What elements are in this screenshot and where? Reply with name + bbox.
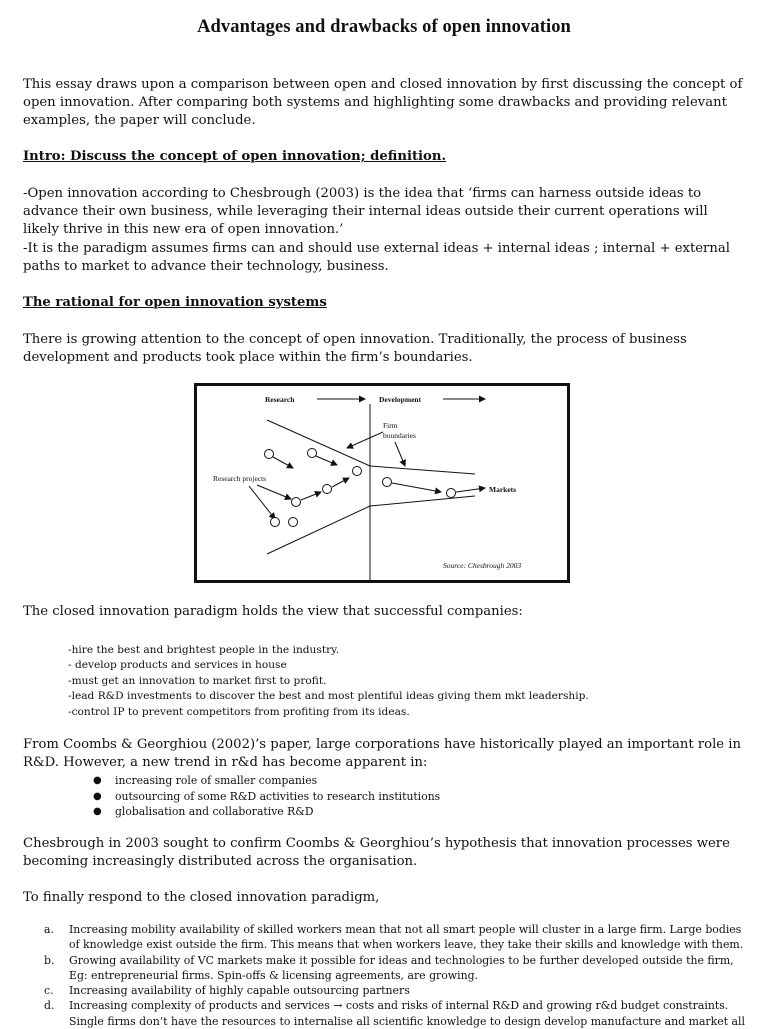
closed-paradigm-paragraph: The closed innovation paradigm holds the view that successful companies: (23, 604, 523, 619)
flow-arrow (392, 483, 441, 492)
bullet-icon: ● (93, 775, 102, 786)
chesbrough-paragraph: Chesbrough in 2003 sought to confirm Coombs & Georghiou’s hypothesis that innovation processes were becoming increasingly distributed across the organisation. (23, 836, 730, 870)
list-item: -lead R&D investments to discover the best and most plentiful ideas giving them mkt leadership. (68, 690, 589, 703)
closed-paradigm-list (68, 643, 728, 720)
development-label: Development (379, 395, 422, 404)
paradigm-paragraph: -It is the paradigm assumes firms can and should use external ideas + internal ideas ; internal + external paths to market to advance their technology, business. (23, 241, 730, 275)
boundaries-label: boundaries (383, 431, 416, 440)
list-item: -control IP to prevent competitors from profiting from its ideas. (68, 705, 410, 718)
list-item: b. Growing availability of VC markets make it possible for ideas and technologies to be further developed outside the firm, Eg: entrepreneurial firms. Spin-offs & licensing agreements, are growing. (44, 953, 734, 982)
research-projects-label: Research projects (213, 474, 267, 483)
list-item: - develop products and services in house (68, 659, 287, 672)
project-circle (323, 485, 332, 494)
list-item: ● increasing role of smaller companies (93, 774, 318, 787)
list-item: -must get an innovation to market first to profit. (68, 674, 327, 687)
figure-source: Source: Chesbrough 2003 (443, 561, 522, 570)
respond-paragraph: To finally respond to the closed innovation paradigm, (23, 890, 380, 905)
project-circle (383, 478, 392, 487)
coombs-paragraph: From Coombs & Georghiou (2002)’s paper, large corporations have historically played an important role in R&D. However, a new trend in r&d has become apparent in: (23, 737, 742, 771)
bullet-icon: ● (93, 790, 102, 802)
list-item: -hire the best and brightest people in the industry. (68, 644, 340, 656)
project-circle (308, 449, 317, 458)
list-item: c. Increasing availability of highly capable outsourcing partners (44, 984, 410, 998)
section-heading-rational: The rational for open innovation systems (23, 295, 327, 310)
definition-paragraph: -Open innovation according to Chesbrough (2003) is the idea that ‘firms can harness outside ideas to advance their own business, while leveraging their internal ideas outside their current operations will likely thrive in this new era of open innovation.’ (23, 186, 708, 238)
boundary-top-line (267, 420, 475, 474)
to-market-arrow (456, 488, 485, 492)
project-circle (447, 489, 456, 498)
list-item: ● globalisation and collaborative R&D (93, 805, 314, 819)
closed-innovation-diagram (194, 383, 570, 583)
flow-arrow (316, 456, 337, 465)
markets-label: Markets (489, 485, 517, 494)
section-heading-concept: Intro: Discuss the concept of open innovation; definition. (23, 149, 447, 164)
flow-arrow (301, 492, 321, 500)
project-circle (289, 518, 298, 527)
boundaries-arrow-down (395, 442, 405, 466)
list-item: a. Increasing mobility availability of skilled workers mean that not all smart people will cluster in a large firm. Large bodies of knowledge exist outside the firm. This means that when workers leave, they take their skills and knowledge with them. (44, 923, 744, 952)
research-label: Research (265, 395, 295, 404)
project-circle (265, 450, 274, 459)
project-circle (353, 467, 362, 476)
list-item: d. Increasing complexity of products and services → costs and risks of internal R&D and growing r&d budget constraints. Single firms don’t have the resources to internalise all scientific knowledge to design develop manufacture and market all (44, 999, 745, 1028)
flow-arrow (332, 478, 349, 487)
project-circle (271, 518, 280, 527)
trend-list (93, 773, 696, 820)
intro-paragraph: This essay draws upon a comparison between open and closed innovation by first discussing the concept of open innovation. After comparing both systems and highlighting some drawbacks and providing relevant examples, the paper will conclude. (23, 77, 743, 129)
projects-arrow-1 (257, 485, 291, 499)
rational-paragraph: There is growing attention to the concept of open innovation. Traditionally, the process of business development and products took place within the firm’s boundaries. (23, 332, 687, 366)
respond-list (44, 922, 746, 1029)
firm-label: Firm (383, 421, 398, 430)
flow-arrow (273, 457, 293, 468)
project-circle (292, 498, 301, 507)
boundaries-arrow-left (347, 432, 383, 448)
document-title: Advantages and drawbacks of open innovation (197, 17, 571, 37)
list-item: ● outsourcing of some R&D activities to research institutions (93, 789, 441, 803)
bullet-icon: ● (93, 806, 102, 818)
